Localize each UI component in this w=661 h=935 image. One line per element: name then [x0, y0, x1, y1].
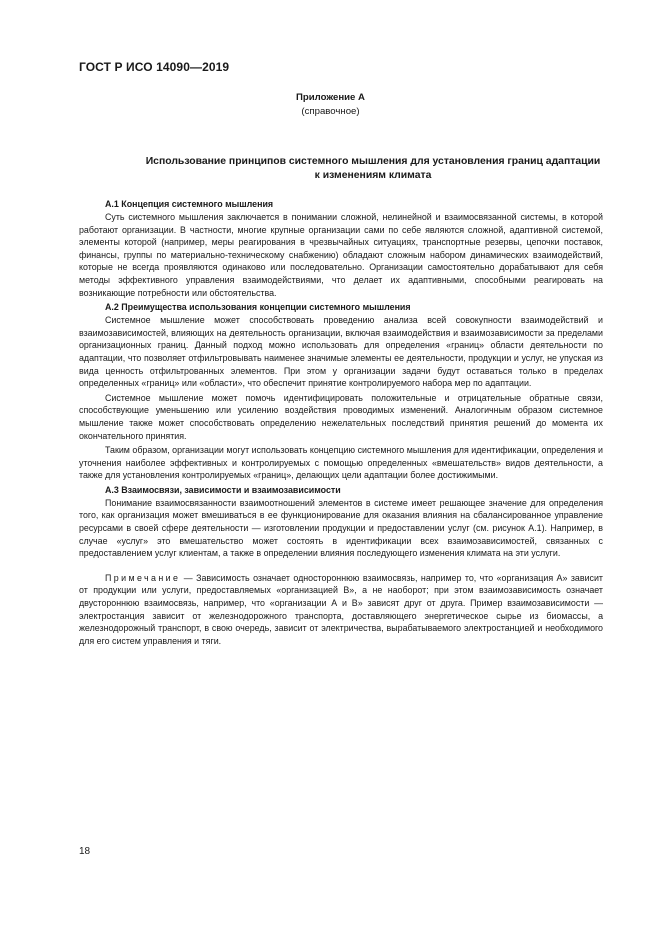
section-a1: [79, 198, 603, 299]
paragraph: Системное мышление может способствовать проведению анализа всей совокупности взаимодействий и взаимозависимостей, влияющих на деятельность организации, включая взаимодействия и взаимозависимости за пределами организационных границ. Данный подход можно использовать для определения «границ» области деятельности по адаптации, что позволяет отфильтровывать наименее значимые элементы ее деятельности, продукции и услуг, не упуская из вида ценность отфильтрованных элементов. При этом у организации задачи будут оставаться только в пределах определенных «границ» или «области», что обеспечит принятие контролируемого набора мер по адаптации.: [79, 315, 603, 389]
section-heading: А.1 Концепция системного мышления: [105, 199, 274, 209]
section-a2: [79, 301, 603, 482]
note-text: — Зависимость означает одностороннюю взаимосвязь, например то, что «организация А» зависит от продукции или услуги, предоставляемых «организацией В», а не наоборот; при этом взаимозависимость означает двустороннюю взаимосвязь, например, что «организации А и В» зависят друг от друга. Пример взаимозависимости — электростанция зависит от железнодорожного транспорта, доставляющего энергетическое сырье из биомассы, а железнодорожный транспорт, в свою очередь, зависит от электричества, вырабатываемого электростанцией и необходимого для его систем управления и тяги.: [79, 572, 603, 646]
document-body: [79, 198, 603, 647]
title-line-2: к изменениям климата: [314, 170, 432, 181]
standard-header: ГОСТ Р ИСО 14090—2019: [79, 60, 230, 74]
note-label: Примечание: [105, 572, 181, 583]
section-heading: А.2 Преимущества использования концепции системного мышления: [105, 302, 411, 313]
note: [79, 572, 603, 648]
section-a3: [79, 484, 603, 560]
appendix-title: Приложение А: [296, 92, 365, 103]
paragraph: Суть системного мышления заключается в понимании сложной, нелинейной и взаимосвязанной системы, в которой работают организации. В частности, многие крупные организации сами по себе являются сложной, адаптивной системой, элементы которой (например, меры реагирования в чрезвычайных ситуациях, транспортные резервы, цепочки поставок, финансы, группы по материально-техническому снабжению) обладают сложным набором динамических взаимодействий, которые не всегда проявляются одинаково или последовательно. Организации самостоятельно дорабатывают для себя методы эффективного управления взаимодействиями, что делает их адаптивными, способными реагировать на возникающие потребности или обстоятельства.: [79, 212, 603, 298]
paragraph: Системное мышление может помочь идентифицировать положительные и отрицательные обратные связи, способствующие уменьшению или усилению воздействия проводимых изменений. Аналогичным образом системное мышление также может способствовать определению нежелательных последствий принятия решений до момента их окончательного принятия.: [79, 392, 603, 441]
paragraph: Таким образом, организации могут использовать концепцию системного мышления для идентификации, определения и уточнения наиболее эффективных и контролируемых с помощью определенных «вмешательств» видов деятельности, а также для установления контролируемых «границ», делающих цели адаптации более достижимыми.: [79, 445, 603, 481]
appendix-subtitle: (справочное): [301, 106, 360, 117]
page-number: 18: [79, 846, 91, 857]
paragraph: Понимание взаимосвязанности взаимоотношений элементов в системе имеет решающее значение для определения того, как организация может вмешиваться в ее функционирование для оказания влияния на сбалансированное управление ресурсами в своей сфере деятельности — изготовлении продукции и предоставлении услуг (см. рисунок А.1). Например, в случае «услуг» это вмешательство может состоять в идентификации всех взаимозависимостей, связанных с предоставлением услуг клиентам, а также в определении влияния последующего изменения климата на эти услуги.: [79, 497, 603, 559]
title-line-1: Использование принципов системного мышления для установления границ адаптации: [145, 156, 601, 167]
section-heading: А.3 Взаимосвязи, зависимости и взаимозависимости: [105, 484, 341, 495]
page-title: [79, 155, 661, 183]
